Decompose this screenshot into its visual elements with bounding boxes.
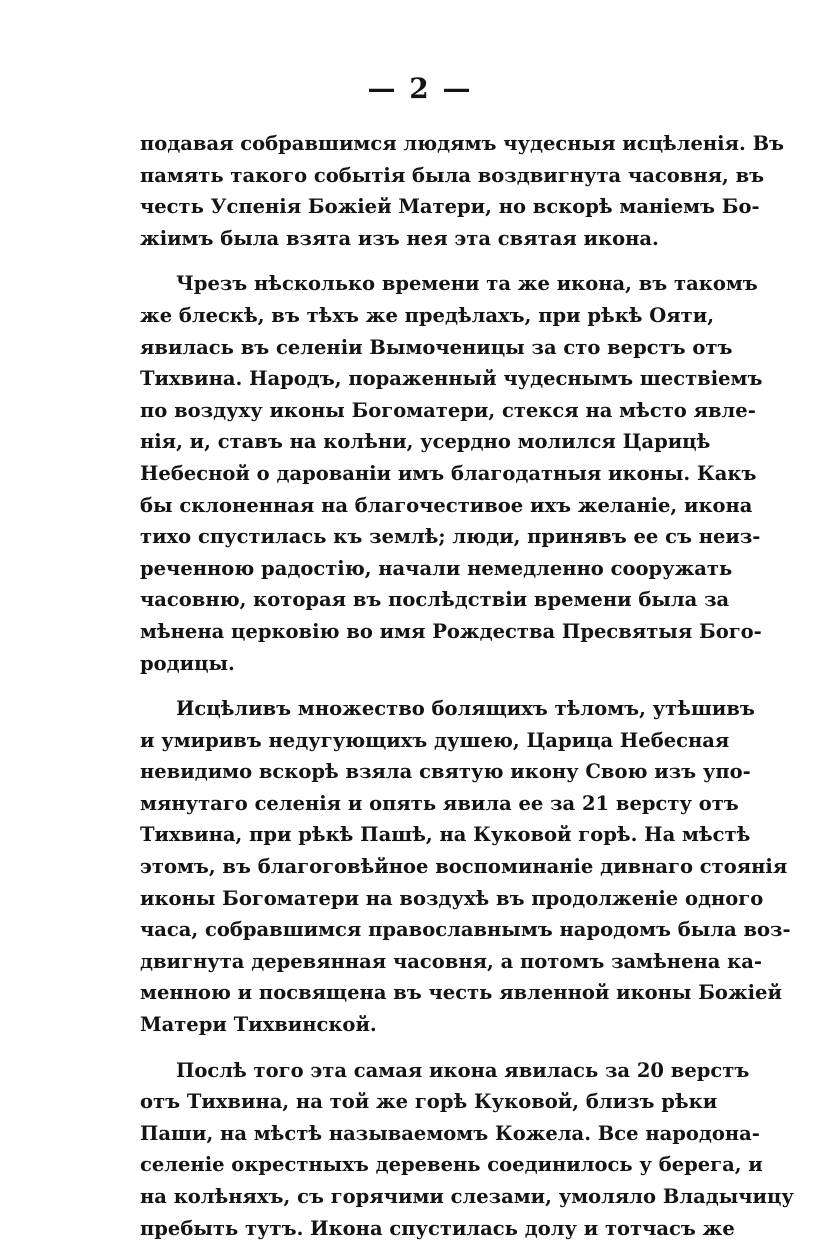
- paragraph-4: [140, 1055, 794, 1244]
- text-line: нія, и, ставъ на колѣни, усердно молился Царицѣ: [140, 430, 711, 454]
- text-line: Тихвина, при рѣкѣ Пашѣ, на Куковой горѣ. На мѣстѣ: [140, 823, 751, 847]
- text-line: часа, собравшимся православнымъ народомъ была воз-: [140, 918, 791, 942]
- text-line: честь Успенія Божіей Матери, но вскорѣ маніемъ Бо-: [140, 195, 760, 219]
- text-line: на колѣняхъ, съ горячими слезами, умоляло Владычицу: [140, 1185, 794, 1208]
- text-line: Паши, на мѣстѣ называемомъ Кожела. Все народона-: [140, 1121, 760, 1145]
- text-line: менною и посвящена въ честь явленной иконы Божіей: [140, 981, 782, 1005]
- text-line: по воздуху иконы Богоматери, стекся на мѣсто явле-: [140, 398, 756, 422]
- text-line: подавая собравшимся людямъ чудесныя исцѣленія. Въ: [140, 132, 785, 155]
- text-line: иконы Богоматери на воздухѣ въ продолженіе одного: [140, 886, 764, 910]
- body-text: [140, 128, 794, 1244]
- text-line: пребыть тутъ. Икона спустилась долу и тотчасъ же: [140, 1216, 735, 1240]
- text-line: Чрезъ нѣсколько времени та же икона, въ такомъ: [176, 272, 758, 296]
- text-line: Исцѣливъ множество болящихъ тѣломъ, утѣшивъ: [176, 697, 755, 721]
- text-line: часовню, которая въ послѣдствіи времени была за: [140, 588, 730, 612]
- text-line: Небесной о дарованіи имъ благодатныя иконы. Какъ: [140, 461, 757, 485]
- text-line: же блескѣ, въ тѣхъ же предѣлахъ, при рѣкѣ Ояти,: [140, 303, 715, 327]
- page-number: — 2 —: [367, 72, 473, 105]
- text-line: и умиривъ недугующихъ душею, Царица Небесная: [140, 728, 730, 752]
- text-line: Матери Тихвинской.: [140, 1013, 377, 1037]
- text-line: память такого событія была воздвигнута часовня, въ: [140, 163, 765, 187]
- text-line: мянутаго селенія и опять явила ее за 21 версту отъ: [140, 791, 739, 815]
- text-line: реченною радостію, начали немедленно сооружать: [140, 556, 733, 580]
- text-line: Тихвина. Народъ, пораженный чудеснымъ шествіемъ: [140, 367, 763, 391]
- text-line: отъ Тихвина, на той же горѣ Куковой, близъ рѣки: [140, 1090, 718, 1114]
- text-line: двигнута деревянная часовня, а потомъ замѣнена ка-: [140, 949, 762, 973]
- text-line: мѣнена церковію во имя Рождества Пресвятыя Бого-: [140, 619, 762, 643]
- text-line: явилась въ селеніи Вымоченицы за сто верстъ отъ: [140, 335, 733, 359]
- paragraph-1: [140, 128, 785, 254]
- text-line: селеніе окрестныхъ деревень соединилось у берега, и: [140, 1153, 763, 1177]
- paragraph-2: [140, 268, 763, 679]
- text-line: Послѣ того эта самая икона явилась за 20 верстъ: [176, 1058, 750, 1082]
- text-line: бы склоненная на благочестивое ихъ желаніе, икона: [140, 493, 753, 517]
- text-line: жіимъ была взята изъ нея эта святая икона.: [140, 226, 659, 250]
- text-line: невидимо вскорѣ взяла святую икону Свою изъ упо-: [140, 760, 751, 784]
- text-line: родицы.: [140, 651, 235, 675]
- text-line: тихо спустилась къ землѣ; люди, принявъ ее съ неиз-: [140, 525, 761, 549]
- text-line: этомъ, въ благоговѣйное воспоминаніе дивнаго стоянія: [140, 855, 788, 879]
- paragraph-3: [140, 693, 791, 1041]
